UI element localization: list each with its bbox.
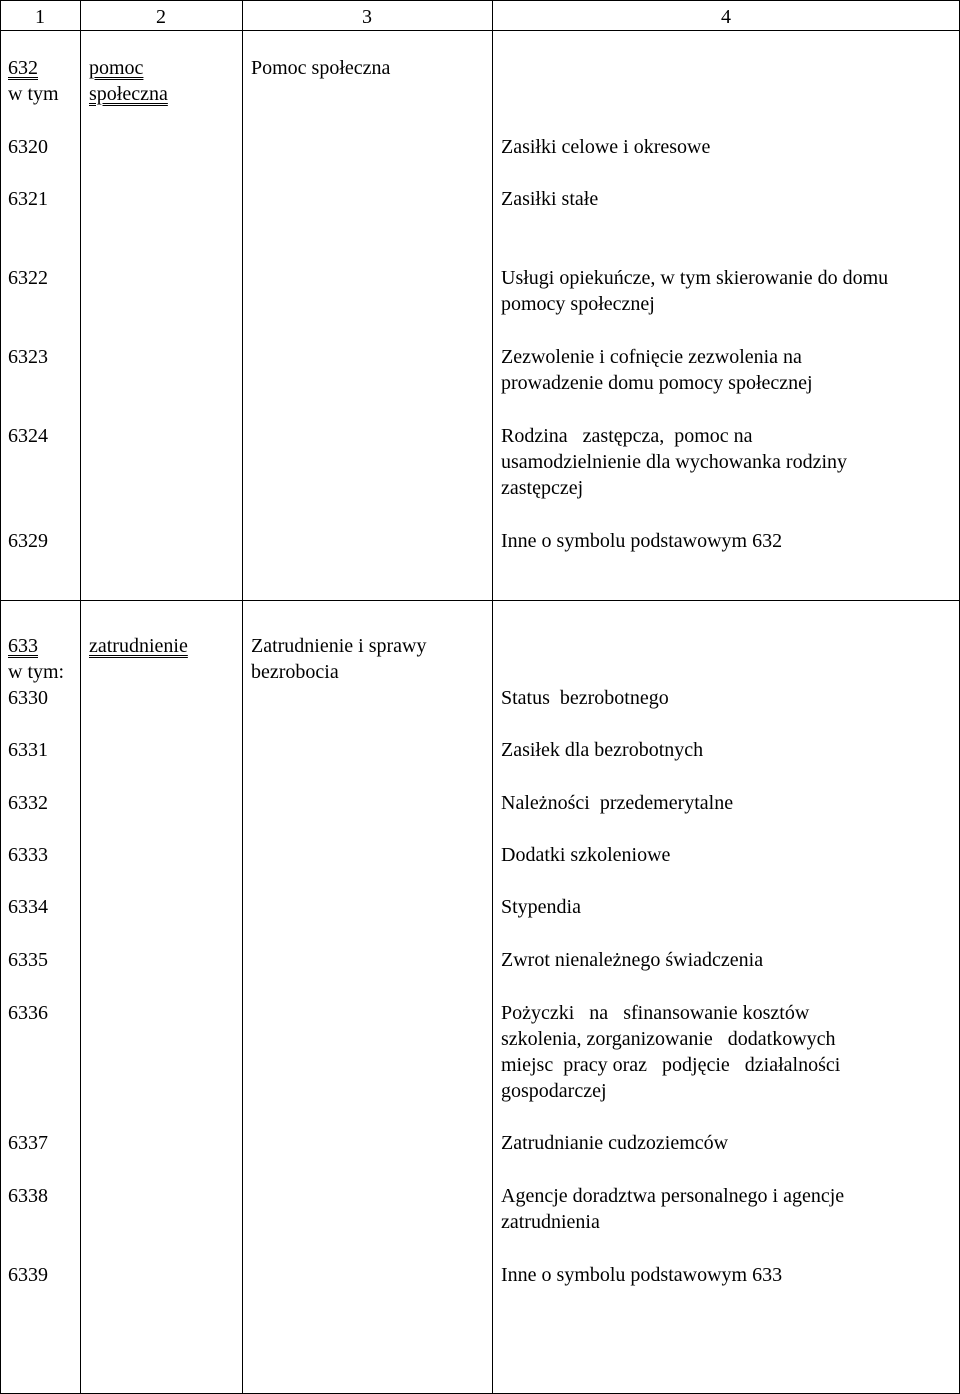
item-description: pomocy społecznej bbox=[501, 293, 655, 315]
item-description: gospodarczej bbox=[501, 1080, 607, 1102]
item-description: Zasiłki celowe i okresowe bbox=[501, 136, 711, 158]
item-code: 6332 bbox=[8, 792, 48, 814]
item-description: Dodatki szkoleniowe bbox=[501, 844, 671, 866]
section-632-title: Pomoc społeczna bbox=[251, 57, 391, 79]
section-632-code-suffix: w tym bbox=[8, 83, 59, 105]
section-633-code-suffix: w tym: bbox=[8, 661, 65, 683]
column-divider-1 bbox=[80, 0, 81, 1394]
item-code: 6323 bbox=[8, 346, 48, 368]
column-header-2: 2 bbox=[156, 6, 166, 28]
item-description: prowadzenie domu pomocy społecznej bbox=[501, 372, 813, 394]
section-632-keyword-line1: pomoc bbox=[89, 57, 144, 79]
section-632-keyword-line2: społeczna bbox=[89, 83, 168, 105]
item-description: zatrudnienia bbox=[501, 1211, 600, 1233]
item-description: Zasiłek dla bezrobotnych bbox=[501, 739, 704, 761]
item-code: 6330 bbox=[8, 687, 48, 709]
item-code: 6322 bbox=[8, 267, 48, 289]
section-633-title-line1: Zatrudnienie i sprawy bbox=[251, 635, 427, 657]
item-description: Inne o symbolu podstawowym 632 bbox=[501, 530, 783, 552]
item-description: Rodzina zastępcza, pomoc na bbox=[501, 425, 753, 447]
item-code: 6331 bbox=[8, 739, 48, 761]
column-divider-2 bbox=[242, 0, 243, 1394]
item-description: usamodzielnienie dla wychowanka rodziny bbox=[501, 451, 847, 473]
item-description: Agencje doradztwa personalnego i agencje bbox=[501, 1185, 845, 1207]
item-description: zastępczej bbox=[501, 477, 584, 499]
item-description: Zwrot nienależnego świadczenia bbox=[501, 949, 764, 971]
header-divider bbox=[0, 30, 960, 31]
item-code: 6334 bbox=[8, 896, 48, 918]
section-633-keyword: zatrudnienie bbox=[89, 635, 188, 657]
item-description: Należności przedemerytalne bbox=[501, 792, 734, 814]
item-code: 6338 bbox=[8, 1185, 48, 1207]
item-description: miejsc pracy oraz podjęcie działalności bbox=[501, 1054, 841, 1076]
item-description: Pożyczki na sfinansowanie kosztów bbox=[501, 1002, 810, 1024]
item-code: 6324 bbox=[8, 425, 48, 447]
item-code: 6339 bbox=[8, 1264, 48, 1286]
column-header-3: 3 bbox=[362, 6, 372, 28]
section-632-code: 632 bbox=[8, 57, 38, 79]
item-code: 6329 bbox=[8, 530, 48, 552]
item-code: 6336 bbox=[8, 1002, 48, 1024]
item-description: Status bezrobotnego bbox=[501, 687, 669, 709]
item-code: 6321 bbox=[8, 188, 48, 210]
item-code: 6333 bbox=[8, 844, 48, 866]
section-divider bbox=[0, 600, 960, 601]
item-description: Zasiłki stałe bbox=[501, 188, 599, 210]
item-description: szkolenia, zorganizowanie dodatkowych bbox=[501, 1028, 836, 1050]
column-divider-3 bbox=[492, 0, 493, 1394]
section-633-code: 633 bbox=[8, 635, 38, 657]
column-header-1: 1 bbox=[35, 6, 45, 28]
item-code: 6320 bbox=[8, 136, 48, 158]
item-code: 6335 bbox=[8, 949, 48, 971]
item-description: Zatrudnianie cudzoziemców bbox=[501, 1132, 729, 1154]
item-description: Stypendia bbox=[501, 896, 581, 918]
item-description: Zezwolenie i cofnięcie zezwolenia na bbox=[501, 346, 802, 368]
item-description: Usługi opiekuńcze, w tym skierowanie do domu bbox=[501, 267, 889, 289]
item-code: 6337 bbox=[8, 1132, 48, 1154]
item-description: Inne o symbolu podstawowym 633 bbox=[501, 1264, 783, 1286]
section-633-title-line2: bezrobocia bbox=[251, 661, 339, 683]
column-header-4: 4 bbox=[721, 6, 731, 28]
